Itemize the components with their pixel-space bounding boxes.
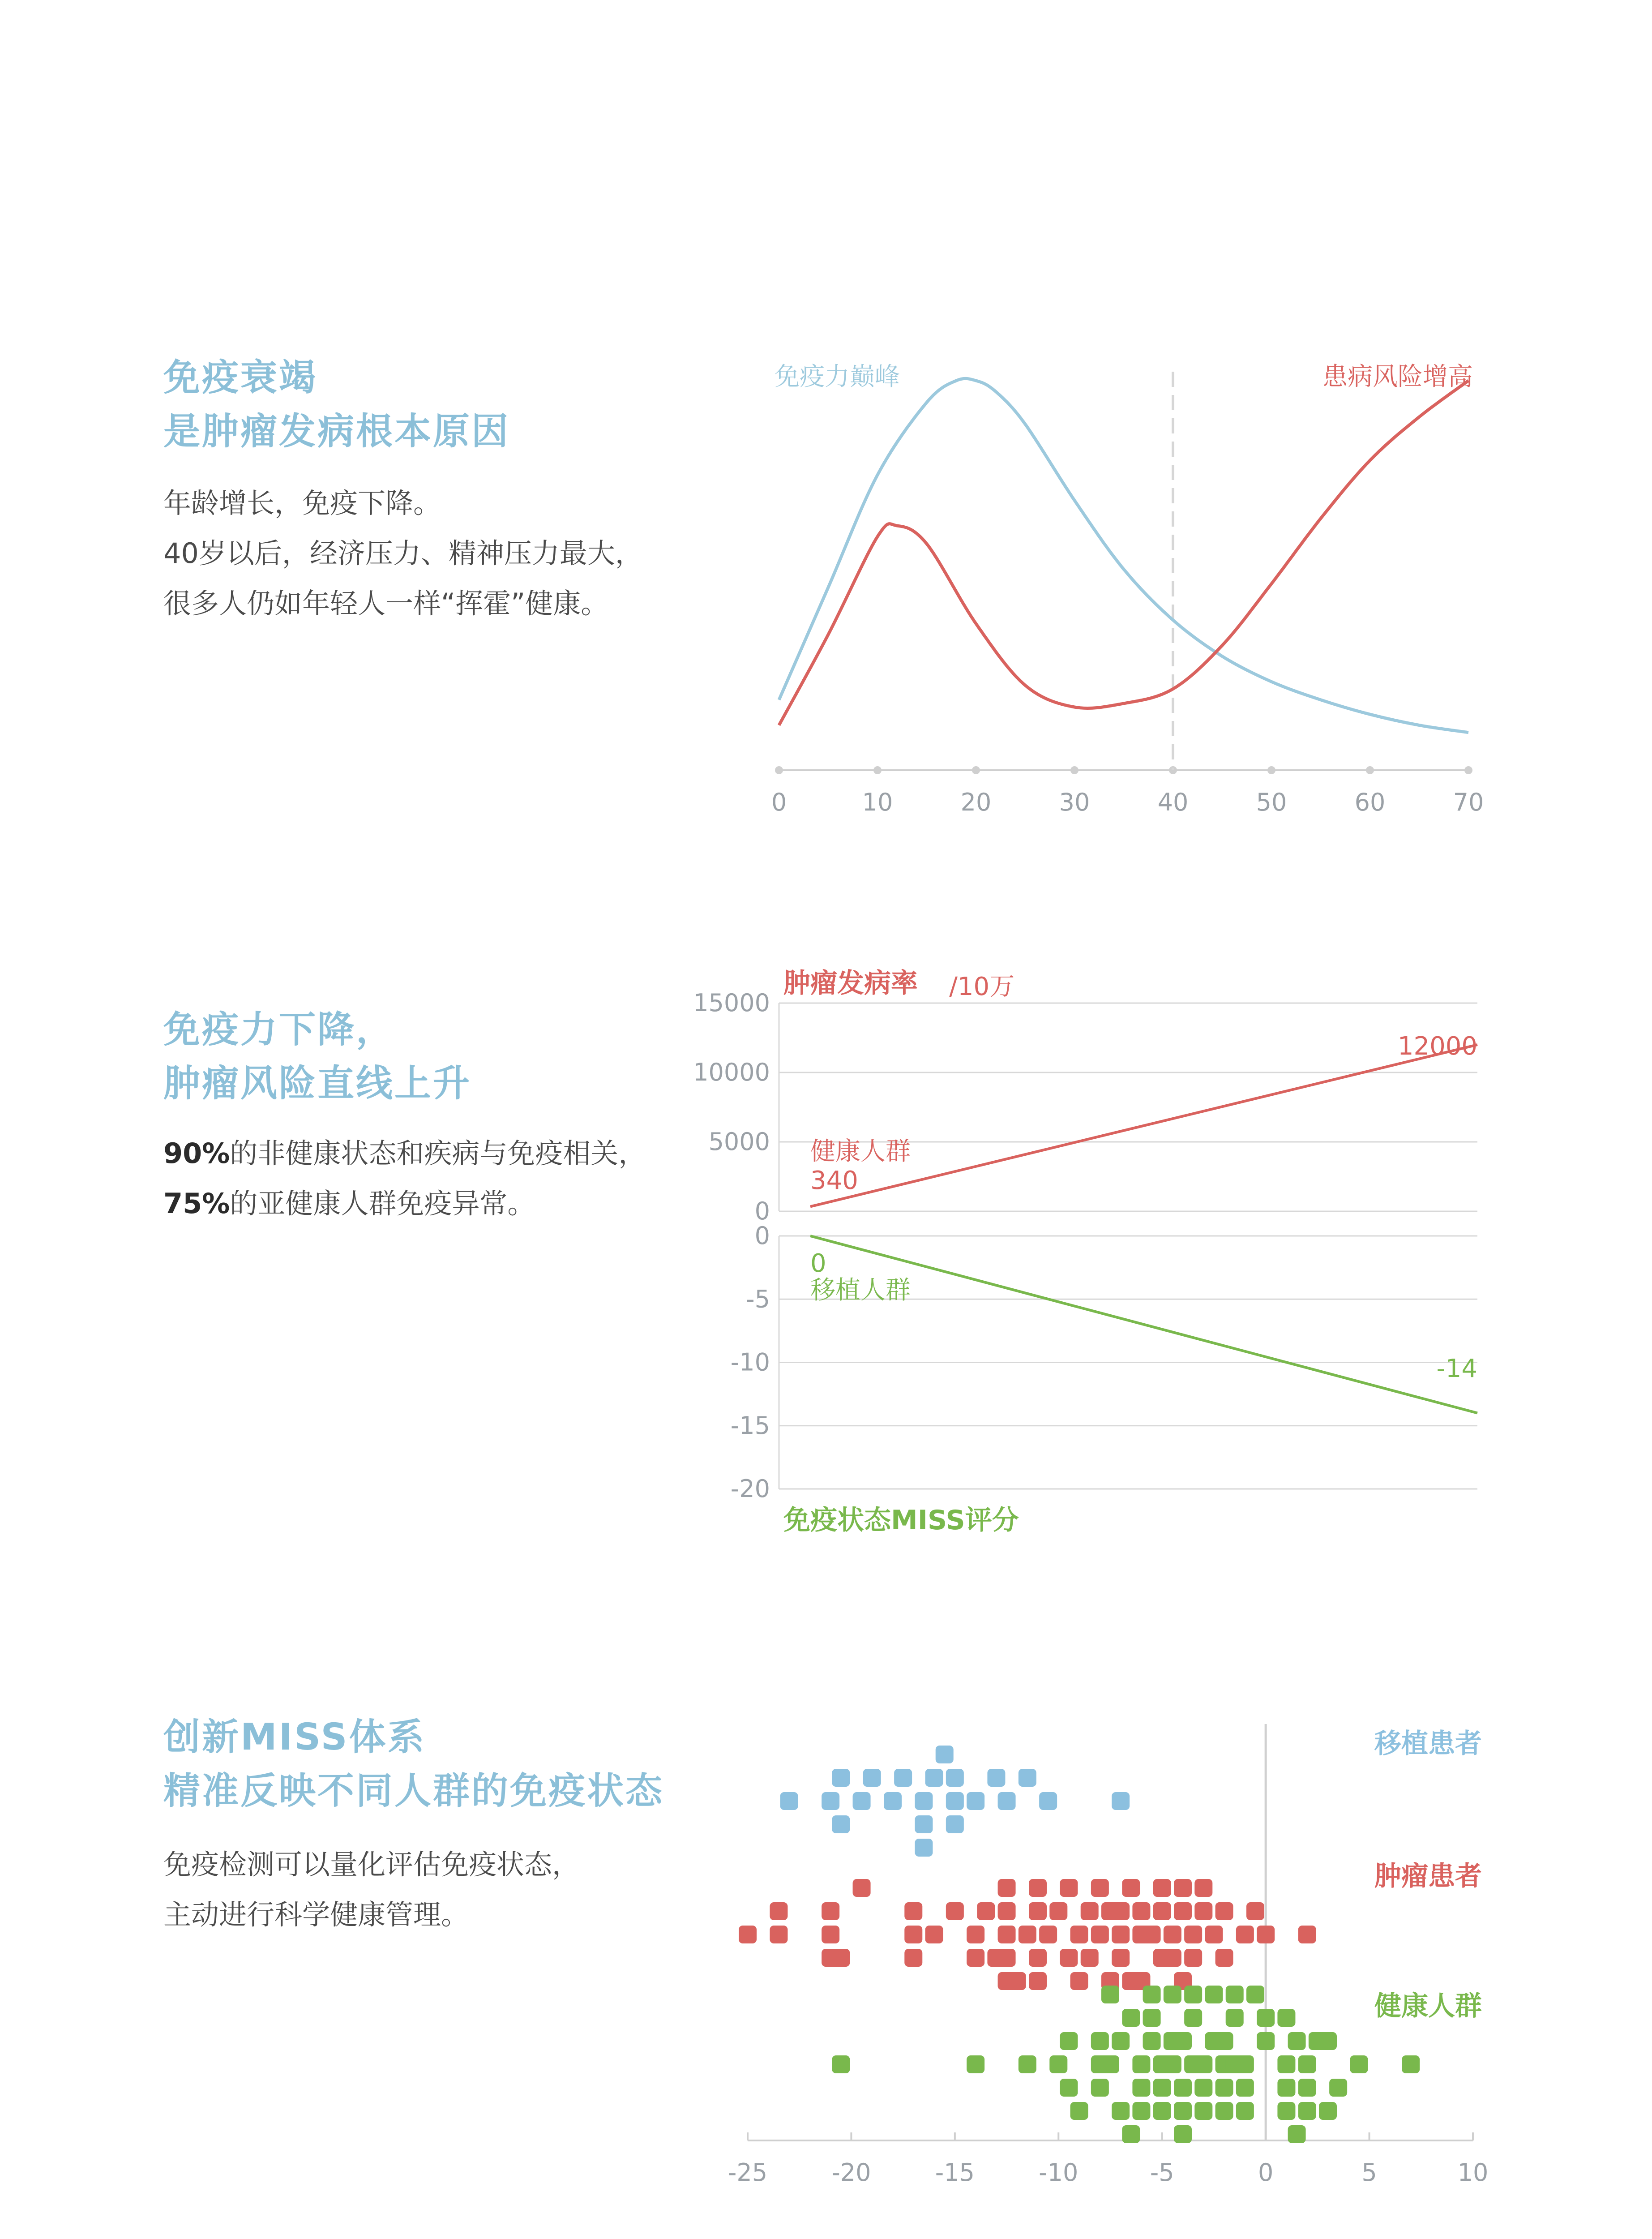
y-tick-label: -5	[746, 1285, 770, 1313]
data-point	[832, 1815, 850, 1833]
data-point	[1194, 1902, 1212, 1920]
data-point	[1257, 2032, 1275, 2050]
data-point	[1319, 2102, 1337, 2120]
y-tick-label: -20	[730, 1475, 770, 1503]
y-tick-label: -10	[730, 1348, 770, 1377]
data-point	[1236, 2079, 1254, 2097]
data-point	[884, 1792, 902, 1810]
data-point	[894, 1769, 912, 1787]
data-point	[1112, 2102, 1130, 2120]
risk-series-line	[779, 381, 1468, 725]
data-point	[1029, 1949, 1047, 1967]
data-point	[998, 1792, 1016, 1810]
data-point	[1153, 1879, 1171, 1897]
data-point	[770, 1902, 787, 1920]
data-point	[1091, 1926, 1109, 1943]
data-point	[1060, 1949, 1078, 1967]
data-point	[1029, 1879, 1047, 1897]
data-point	[1298, 2102, 1316, 2120]
data-point	[1164, 2055, 1181, 2073]
data-point	[1402, 2055, 1420, 2073]
data-point	[1174, 2102, 1192, 2120]
y-tick-label: 0	[754, 1222, 770, 1250]
x-tick-label: 10	[862, 788, 893, 816]
data-point	[1101, 2055, 1119, 2073]
data-point	[1205, 1986, 1223, 2003]
data-point	[1091, 2032, 1109, 2050]
data-point	[1184, 1986, 1202, 2003]
data-point	[1153, 2079, 1171, 2097]
data-point	[1091, 1879, 1109, 1897]
x-tick-label: 70	[1453, 788, 1484, 816]
data-point	[1215, 1902, 1233, 1920]
section1-title-line1: 免疫衰竭	[163, 356, 318, 399]
data-point	[946, 1792, 964, 1810]
data-point	[1277, 2055, 1295, 2073]
data-point	[904, 1926, 922, 1943]
end-value-label: 12000	[1397, 1032, 1477, 1061]
data-point	[853, 1792, 871, 1810]
data-point	[1039, 1792, 1057, 1810]
data-point	[1298, 2055, 1316, 2073]
data-point	[1070, 1926, 1088, 1943]
data-point	[1122, 1879, 1140, 1897]
data-point	[946, 1902, 964, 1920]
data-point	[1101, 1986, 1119, 2003]
section3-body-line2: 主动进行科学健康管理。	[163, 1898, 469, 1931]
x-tick-dot	[1366, 766, 1374, 774]
section1-body	[163, 478, 643, 629]
data-point	[915, 1815, 933, 1833]
data-point	[1060, 1879, 1078, 1897]
data-point	[998, 1879, 1016, 1897]
data-point	[1081, 1902, 1099, 1920]
data-point	[1194, 2102, 1212, 2120]
section3-title	[163, 1711, 664, 1818]
data-point	[1112, 2032, 1130, 2050]
data-point	[1246, 1902, 1264, 1920]
data-point	[1081, 1949, 1099, 1967]
data-point	[1164, 1926, 1181, 1943]
data-point	[770, 1926, 787, 1943]
data-point	[1049, 2055, 1067, 2073]
data-point	[1288, 2125, 1306, 2143]
data-point	[1091, 2079, 1109, 2097]
y-tick-label: 0	[754, 1197, 770, 1225]
x-tick-label: 60	[1354, 788, 1386, 816]
data-point	[1174, 2125, 1192, 2143]
y-tick-label: 5000	[708, 1128, 770, 1156]
data-point	[1350, 2055, 1368, 2073]
data-point	[1277, 2079, 1295, 2097]
data-point	[967, 1949, 984, 1967]
data-point	[1029, 1972, 1047, 1990]
data-point	[925, 1926, 943, 1943]
data-point	[946, 1815, 964, 1833]
data-point	[1277, 2102, 1295, 2120]
data-point	[946, 1769, 964, 1787]
section2-body-line1	[163, 1128, 646, 1179]
x-tick-label: -25	[728, 2158, 768, 2187]
data-point	[832, 2055, 850, 2073]
data-point	[1008, 1972, 1026, 1990]
data-point	[1049, 1902, 1067, 1920]
section2-body-line2	[163, 1179, 646, 1229]
x-tick-dot	[972, 766, 980, 774]
data-point	[1215, 2032, 1233, 2050]
section3-title-line1: 创新MISS体系	[163, 1716, 426, 1759]
data-point	[1194, 2055, 1212, 2073]
y-tick-label: -15	[730, 1411, 770, 1440]
section3-title-line2: 精准反映不同人群的免疫状态	[163, 1770, 664, 1812]
data-point	[1019, 2055, 1036, 2073]
x-tick-label: 50	[1256, 788, 1287, 816]
immunity-risk-age-chart	[725, 340, 1531, 842]
data-point	[739, 1926, 757, 1943]
data-point	[998, 1926, 1016, 1943]
data-point	[1132, 1902, 1150, 1920]
stat-90-percent: 90%	[163, 1137, 230, 1170]
data-point	[1153, 2102, 1171, 2120]
data-point	[780, 1792, 798, 1810]
data-point	[915, 1839, 933, 1857]
healthy-group-label: 健康人群	[810, 1137, 911, 1166]
data-point	[1226, 1986, 1244, 2003]
data-point	[1060, 2079, 1078, 2097]
miss-score-line	[810, 1236, 1477, 1413]
immunity-peak-label: 免疫力巅峰	[775, 362, 900, 391]
section2-body	[163, 1128, 646, 1229]
data-point	[1257, 1926, 1275, 1943]
data-point	[1143, 2009, 1161, 2027]
x-tick-dot	[1070, 766, 1079, 774]
data-point	[832, 1949, 850, 1967]
x-tick-label: 10	[1457, 2158, 1489, 2187]
section2-title-line1: 免疫力下降，	[163, 1008, 395, 1051]
data-point	[1309, 2032, 1327, 2050]
group-label: 健康人群	[1374, 1990, 1482, 2022]
x-tick-label: 0	[1258, 2158, 1274, 2187]
section1-title-line2: 是肿瘤发病根本原因	[163, 410, 510, 453]
data-point	[1112, 1902, 1130, 1920]
data-point	[1184, 2009, 1202, 2027]
group-label: 肿瘤患者	[1374, 1861, 1482, 1892]
data-point	[1236, 1926, 1254, 1943]
miss-score-title: 免疫状态MISS评分	[783, 1505, 1019, 1536]
x-tick-label: -15	[935, 2158, 975, 2187]
y-tick-label: 10000	[693, 1058, 770, 1086]
data-point	[967, 2055, 984, 2073]
data-point	[1060, 2032, 1078, 2050]
x-tick-label: 0	[771, 788, 787, 816]
section2-title-line2: 肿瘤风险直线上升	[163, 1062, 472, 1105]
data-point	[1288, 2032, 1306, 2050]
data-point	[1277, 2009, 1295, 2027]
data-point	[1019, 1926, 1036, 1943]
data-point	[1298, 1926, 1316, 1943]
data-point	[1215, 1949, 1233, 1967]
data-point	[1112, 1792, 1130, 1810]
tumor-incidence-unit: /10万	[949, 972, 1015, 1001]
section1-body-line2: 40岁以后，经济压力、精神压力最大，	[163, 537, 643, 570]
data-point	[967, 1926, 984, 1943]
data-point	[853, 1879, 871, 1897]
data-point	[1039, 1926, 1057, 1943]
data-point	[1184, 1926, 1202, 1943]
data-point	[1132, 2055, 1150, 2073]
data-point	[1153, 1902, 1171, 1920]
data-point	[1143, 1926, 1161, 1943]
start-value-label: 340	[810, 1166, 858, 1195]
data-point	[1122, 1972, 1140, 1990]
y-tick-label: 15000	[693, 989, 770, 1017]
data-point	[863, 1769, 881, 1787]
data-point	[1143, 1986, 1161, 2003]
x-tick-dot	[873, 766, 882, 774]
section2-title	[163, 1003, 471, 1111]
data-point	[1132, 2079, 1150, 2097]
data-point	[987, 1949, 1005, 1967]
x-tick-label: 40	[1157, 788, 1189, 816]
tumor-incidence-title: 肿瘤发病率	[783, 968, 918, 999]
data-point	[822, 1792, 839, 1810]
x-tick-label: 20	[960, 788, 992, 816]
data-point	[925, 1769, 943, 1787]
data-point	[904, 1949, 922, 1967]
data-point	[1112, 1949, 1130, 1967]
data-point	[832, 1769, 850, 1787]
section1-body-line3: 很多人仍如年轻人一样“挥霍”健康。	[163, 587, 609, 620]
start-value-label: 0	[810, 1249, 826, 1278]
tumor-incidence-line	[810, 1045, 1477, 1206]
end-value-label: -14	[1436, 1354, 1477, 1383]
data-point	[1112, 1926, 1130, 1943]
section3-body-line1: 免疫检测可以量化评估免疫状态，	[163, 1848, 580, 1881]
data-point	[1164, 2032, 1181, 2050]
section1-body-line1: 年龄增长，免疫下降。	[163, 487, 441, 519]
data-point	[1070, 1972, 1088, 1990]
section3-body	[163, 1840, 580, 1940]
data-point	[1226, 2009, 1244, 2027]
data-point	[1246, 1986, 1264, 2003]
x-tick-dot	[775, 766, 783, 774]
data-point	[1236, 2102, 1254, 2120]
data-point	[915, 1792, 933, 1810]
data-point	[987, 1769, 1005, 1787]
x-tick-label: -5	[1150, 2158, 1174, 2187]
data-point	[1184, 1949, 1202, 1967]
x-tick-label: -10	[1039, 2158, 1079, 2187]
data-point	[1205, 1926, 1223, 1943]
group-label: 移植患者	[1374, 1728, 1482, 1759]
data-point	[967, 1792, 984, 1810]
risk-increase-label: 患病风险增高	[1322, 362, 1473, 391]
data-point	[1215, 2102, 1233, 2120]
data-point	[1122, 2009, 1140, 2027]
miss-score-dot-plot	[716, 1711, 1549, 2208]
data-point	[1298, 2079, 1316, 2097]
data-point	[1174, 2079, 1192, 2097]
data-point	[1164, 1986, 1181, 2003]
data-point	[977, 1902, 995, 1920]
data-point	[1070, 2102, 1088, 2120]
data-point	[1143, 2032, 1161, 2050]
data-point	[1122, 2125, 1140, 2143]
data-point	[822, 1902, 839, 1920]
x-tick-dot	[1464, 766, 1472, 774]
data-point	[1174, 1879, 1192, 1897]
section1-title	[163, 351, 510, 459]
data-point	[998, 1902, 1016, 1920]
x-tick-label: 5	[1361, 2158, 1377, 2187]
data-point	[904, 1902, 922, 1920]
data-point	[1019, 1769, 1036, 1787]
transplant-group-label: 移植人群	[810, 1276, 911, 1305]
data-point	[1174, 1902, 1192, 1920]
data-point	[1194, 1879, 1212, 1897]
tumor-incidence-miss-chart	[693, 963, 1531, 1563]
immunity-series-line	[779, 378, 1468, 732]
data-point	[1236, 2055, 1254, 2073]
stat-75-percent: 75%	[163, 1187, 230, 1220]
data-point	[1194, 2079, 1212, 2097]
data-point	[1029, 1902, 1047, 1920]
data-point	[936, 1746, 954, 1763]
x-tick-label: 30	[1059, 788, 1090, 816]
data-point	[1132, 2102, 1150, 2120]
stat-90-text: 的非健康状态和疾病与免疫相关，	[230, 1137, 646, 1170]
x-tick-label: -20	[831, 2158, 871, 2187]
x-tick-dot	[1267, 766, 1275, 774]
data-point	[1329, 2079, 1347, 2097]
data-point	[1215, 2079, 1233, 2097]
data-point	[1164, 1949, 1181, 1967]
data-point	[822, 1926, 839, 1943]
data-point	[1257, 2009, 1275, 2027]
stat-75-text: 的亚健康人群免疫异常。	[230, 1187, 535, 1220]
